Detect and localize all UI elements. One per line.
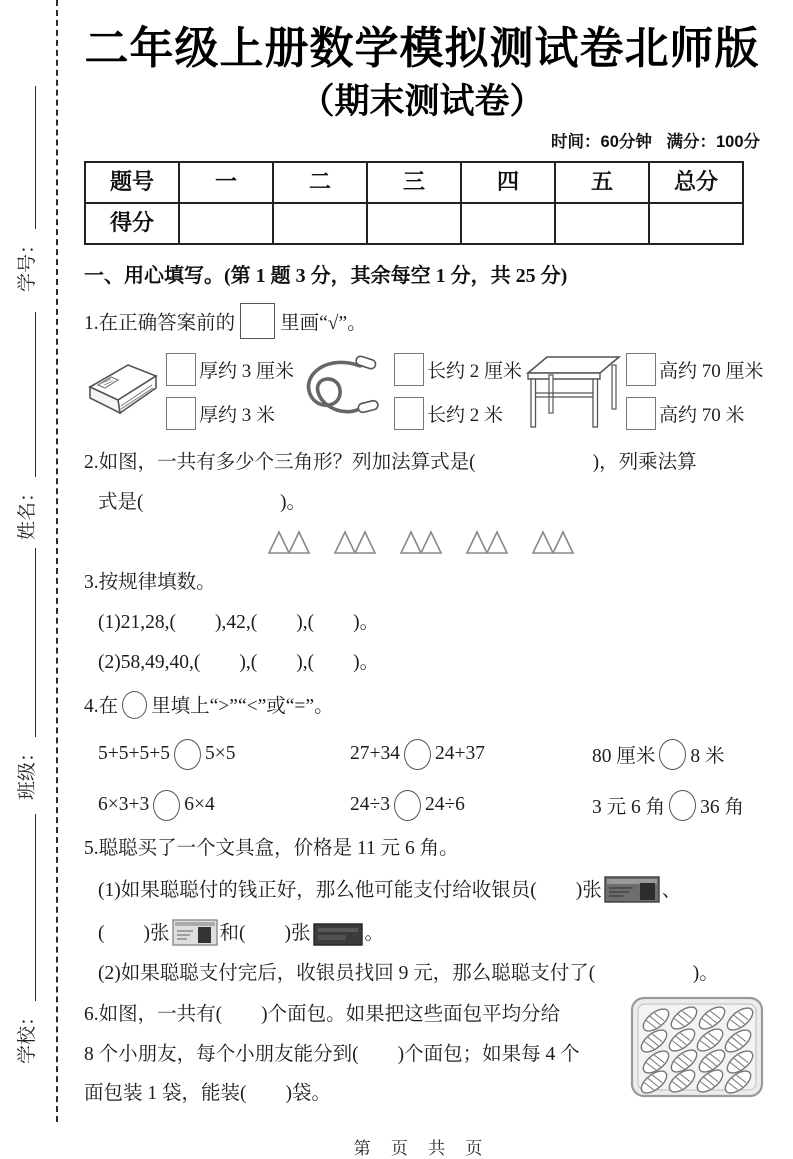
question-4-text-before: 4.在 (84, 695, 119, 717)
question-1-group-desk (522, 349, 764, 435)
score-table-header-cell: 五 (555, 162, 649, 203)
score-cell[interactable] (273, 203, 367, 244)
question-5-intro: 5.聪聪买了一个文具盒，价格是 11 元 6 角。 (84, 837, 459, 859)
triangle-pair-icon (531, 528, 577, 555)
question-1-stem (84, 303, 760, 339)
question-6 (84, 1002, 760, 1114)
question-1-rope-options (394, 353, 522, 430)
question-3-item-1: (1)21,28,( ),42,( ),( )。 (98, 611, 380, 633)
question-4-row-2 (84, 790, 760, 821)
question-6-line-2: 8 个小朋友，每个小朋友能分到( )个面包；如果每 4 个 (84, 1043, 580, 1065)
score-table-header-cell: 一 (179, 162, 273, 203)
score-cell[interactable] (649, 203, 743, 244)
triangle-pair-icon (333, 528, 379, 555)
question-1-text-before: 1.在正确答案前的 (84, 312, 236, 334)
school-write-line[interactable] (34, 814, 36, 1001)
score-cell[interactable] (367, 203, 461, 244)
option-label: 厚约 3 米 (199, 405, 276, 427)
comparison-left: 3 元 6 角 (592, 797, 666, 819)
comparison-item (98, 739, 350, 770)
full-score: 满分：100分 (666, 133, 760, 152)
score-cell[interactable] (179, 203, 273, 244)
question-4-stem (84, 691, 760, 719)
question-5-text: (1)如果聪聪付的钱正好，那么他可能支付给收银员( )张 (98, 880, 602, 902)
option-row (166, 353, 294, 386)
triangle-pair-icon (267, 528, 313, 555)
comparison-item (592, 790, 760, 821)
question-5-part-2: (2)如果聪聪支付完后，收银员找回 9 元，那么聪聪支付了( )。 (98, 962, 719, 984)
school-label: 学校： (17, 1006, 38, 1064)
checkbox[interactable] (626, 397, 656, 430)
class-field (12, 548, 39, 800)
comparison-circle[interactable] (404, 739, 431, 770)
score-table-header-cell: 总分 (649, 162, 743, 203)
student-name-field (12, 312, 39, 540)
question-5-part-1-line-1 (84, 876, 760, 903)
question-5-text: 和( )张 (219, 922, 311, 944)
page-title: 二年级上册数学模拟测试卷北师版 (84, 24, 760, 73)
option-label: 长约 2 米 (427, 405, 504, 427)
question-2-triangles-row (84, 528, 760, 555)
question-1-desk-options (626, 353, 764, 430)
student-name-write-line[interactable] (34, 312, 36, 477)
comparison-circle[interactable] (669, 790, 696, 821)
page-subtitle: （期末测试卷） (299, 81, 545, 121)
option-row (394, 397, 522, 430)
jump-rope-image (294, 352, 390, 432)
score-table-header-cell: 四 (461, 162, 555, 203)
dictionary-book-image (84, 355, 162, 429)
checkbox[interactable] (394, 397, 424, 430)
comparison-right: 24÷6 (424, 794, 465, 816)
question-6-line-3: 面包装 1 袋，能装( )袋。 (84, 1083, 331, 1105)
triangle-pair-icon (465, 528, 511, 555)
question-5-text: 、 (661, 880, 682, 902)
option-row (394, 353, 522, 386)
option-label: 长约 2 厘米 (427, 361, 523, 383)
bread-tray-image (630, 996, 764, 1098)
score-table-score-row (85, 203, 743, 244)
question-2-line-1: 2.如图，一共有多少个三角形？列加法算式是( )，列乘法算 (84, 451, 697, 473)
option-row (166, 397, 294, 430)
comparison-item (592, 739, 760, 770)
student-id-field (12, 86, 39, 292)
student-id-write-line[interactable] (34, 86, 36, 229)
question-2-line-2: 式是( )。 (98, 492, 306, 514)
question-5-part-1-line-2 (84, 919, 760, 946)
option-label: 高约 70 厘米 (659, 361, 764, 383)
student-name-label: 姓名： (17, 482, 38, 540)
triangle-pair-icon (399, 528, 445, 555)
section-one-heading: 一、用心填写。(第 1 题 3 分，其余每空 1 分，共 25 分) (84, 264, 568, 287)
banknote-icon-2 (172, 919, 218, 946)
comparison-circle[interactable] (394, 790, 421, 821)
comparison-right: 6×4 (184, 794, 215, 816)
checkbox[interactable] (166, 353, 196, 386)
question-3-heading: 3.按规律填数。 (84, 571, 216, 593)
comparison-right: 36 角 (700, 797, 745, 819)
option-row (626, 353, 764, 386)
comparison-circle[interactable] (174, 739, 201, 770)
comparison-circle[interactable] (153, 790, 180, 821)
score-table-header-cell: 题号 (85, 162, 179, 203)
question-5-text: ( )张 (98, 922, 170, 944)
exam-content (84, 0, 764, 1159)
comparison-left: 80 厘米 (592, 746, 656, 768)
checkbox[interactable] (626, 353, 656, 386)
option-row (626, 397, 764, 430)
comparison-item (350, 739, 592, 770)
checkbox[interactable] (394, 353, 424, 386)
question-1-options-row (84, 349, 764, 435)
student-id-label: 学号： (17, 234, 38, 292)
exam-meta (84, 133, 760, 153)
question-1-group-book (84, 349, 294, 435)
question-1-book-options (166, 353, 294, 430)
comparison-left: 27+34 (350, 743, 400, 765)
question-4-row-1 (84, 739, 760, 770)
score-table (84, 161, 744, 245)
question-1-group-rope (294, 349, 522, 435)
comparison-item (98, 790, 350, 821)
comparison-item (350, 790, 592, 821)
option-label: 厚约 3 厘米 (199, 361, 295, 383)
class-write-line[interactable] (34, 548, 36, 737)
score-table-header-cell: 三 (367, 162, 461, 203)
banknote-icon-3 (313, 923, 363, 946)
desk-image (522, 349, 622, 435)
binding-fold-line (56, 0, 58, 1122)
question-1-text-after: 里画“√”。 (280, 312, 367, 334)
question-3-item-2: (2)58,49,40,( ),( ),( )。 (98, 652, 380, 674)
question-4-text-after: 里填上“>”“<”或“=”。 (151, 695, 334, 717)
class-label: 班级： (17, 742, 38, 800)
checkbox[interactable] (166, 397, 196, 430)
page-footer: 第 页 共 页 (353, 1139, 491, 1159)
score-row-label: 得分 (85, 203, 179, 244)
school-field (12, 814, 39, 1064)
question-6-line-1: 6.如图，一共有( )个面包。如果把这些面包平均分给 (84, 1004, 561, 1026)
comparison-circle (122, 691, 147, 719)
comparison-right: 5×5 (205, 743, 236, 765)
score-cell[interactable] (555, 203, 649, 244)
score-cell[interactable] (461, 203, 555, 244)
score-table-header-row (85, 162, 743, 203)
comparison-left: 6×3+3 (98, 794, 150, 816)
answer-box (240, 303, 275, 339)
score-table-header-cell: 二 (273, 162, 367, 203)
comparison-circle[interactable] (659, 739, 686, 770)
question-5-text: 。 (364, 922, 385, 944)
comparison-right: 24+37 (435, 743, 485, 765)
comparison-left: 24÷3 (350, 794, 390, 816)
time-limit: 时间：60分钟 (551, 133, 652, 152)
option-label: 高约 70 米 (659, 405, 745, 427)
comparison-left: 5+5+5+5 (98, 743, 170, 765)
banknote-icon-1 (604, 876, 660, 903)
comparison-right: 8 米 (690, 746, 725, 768)
